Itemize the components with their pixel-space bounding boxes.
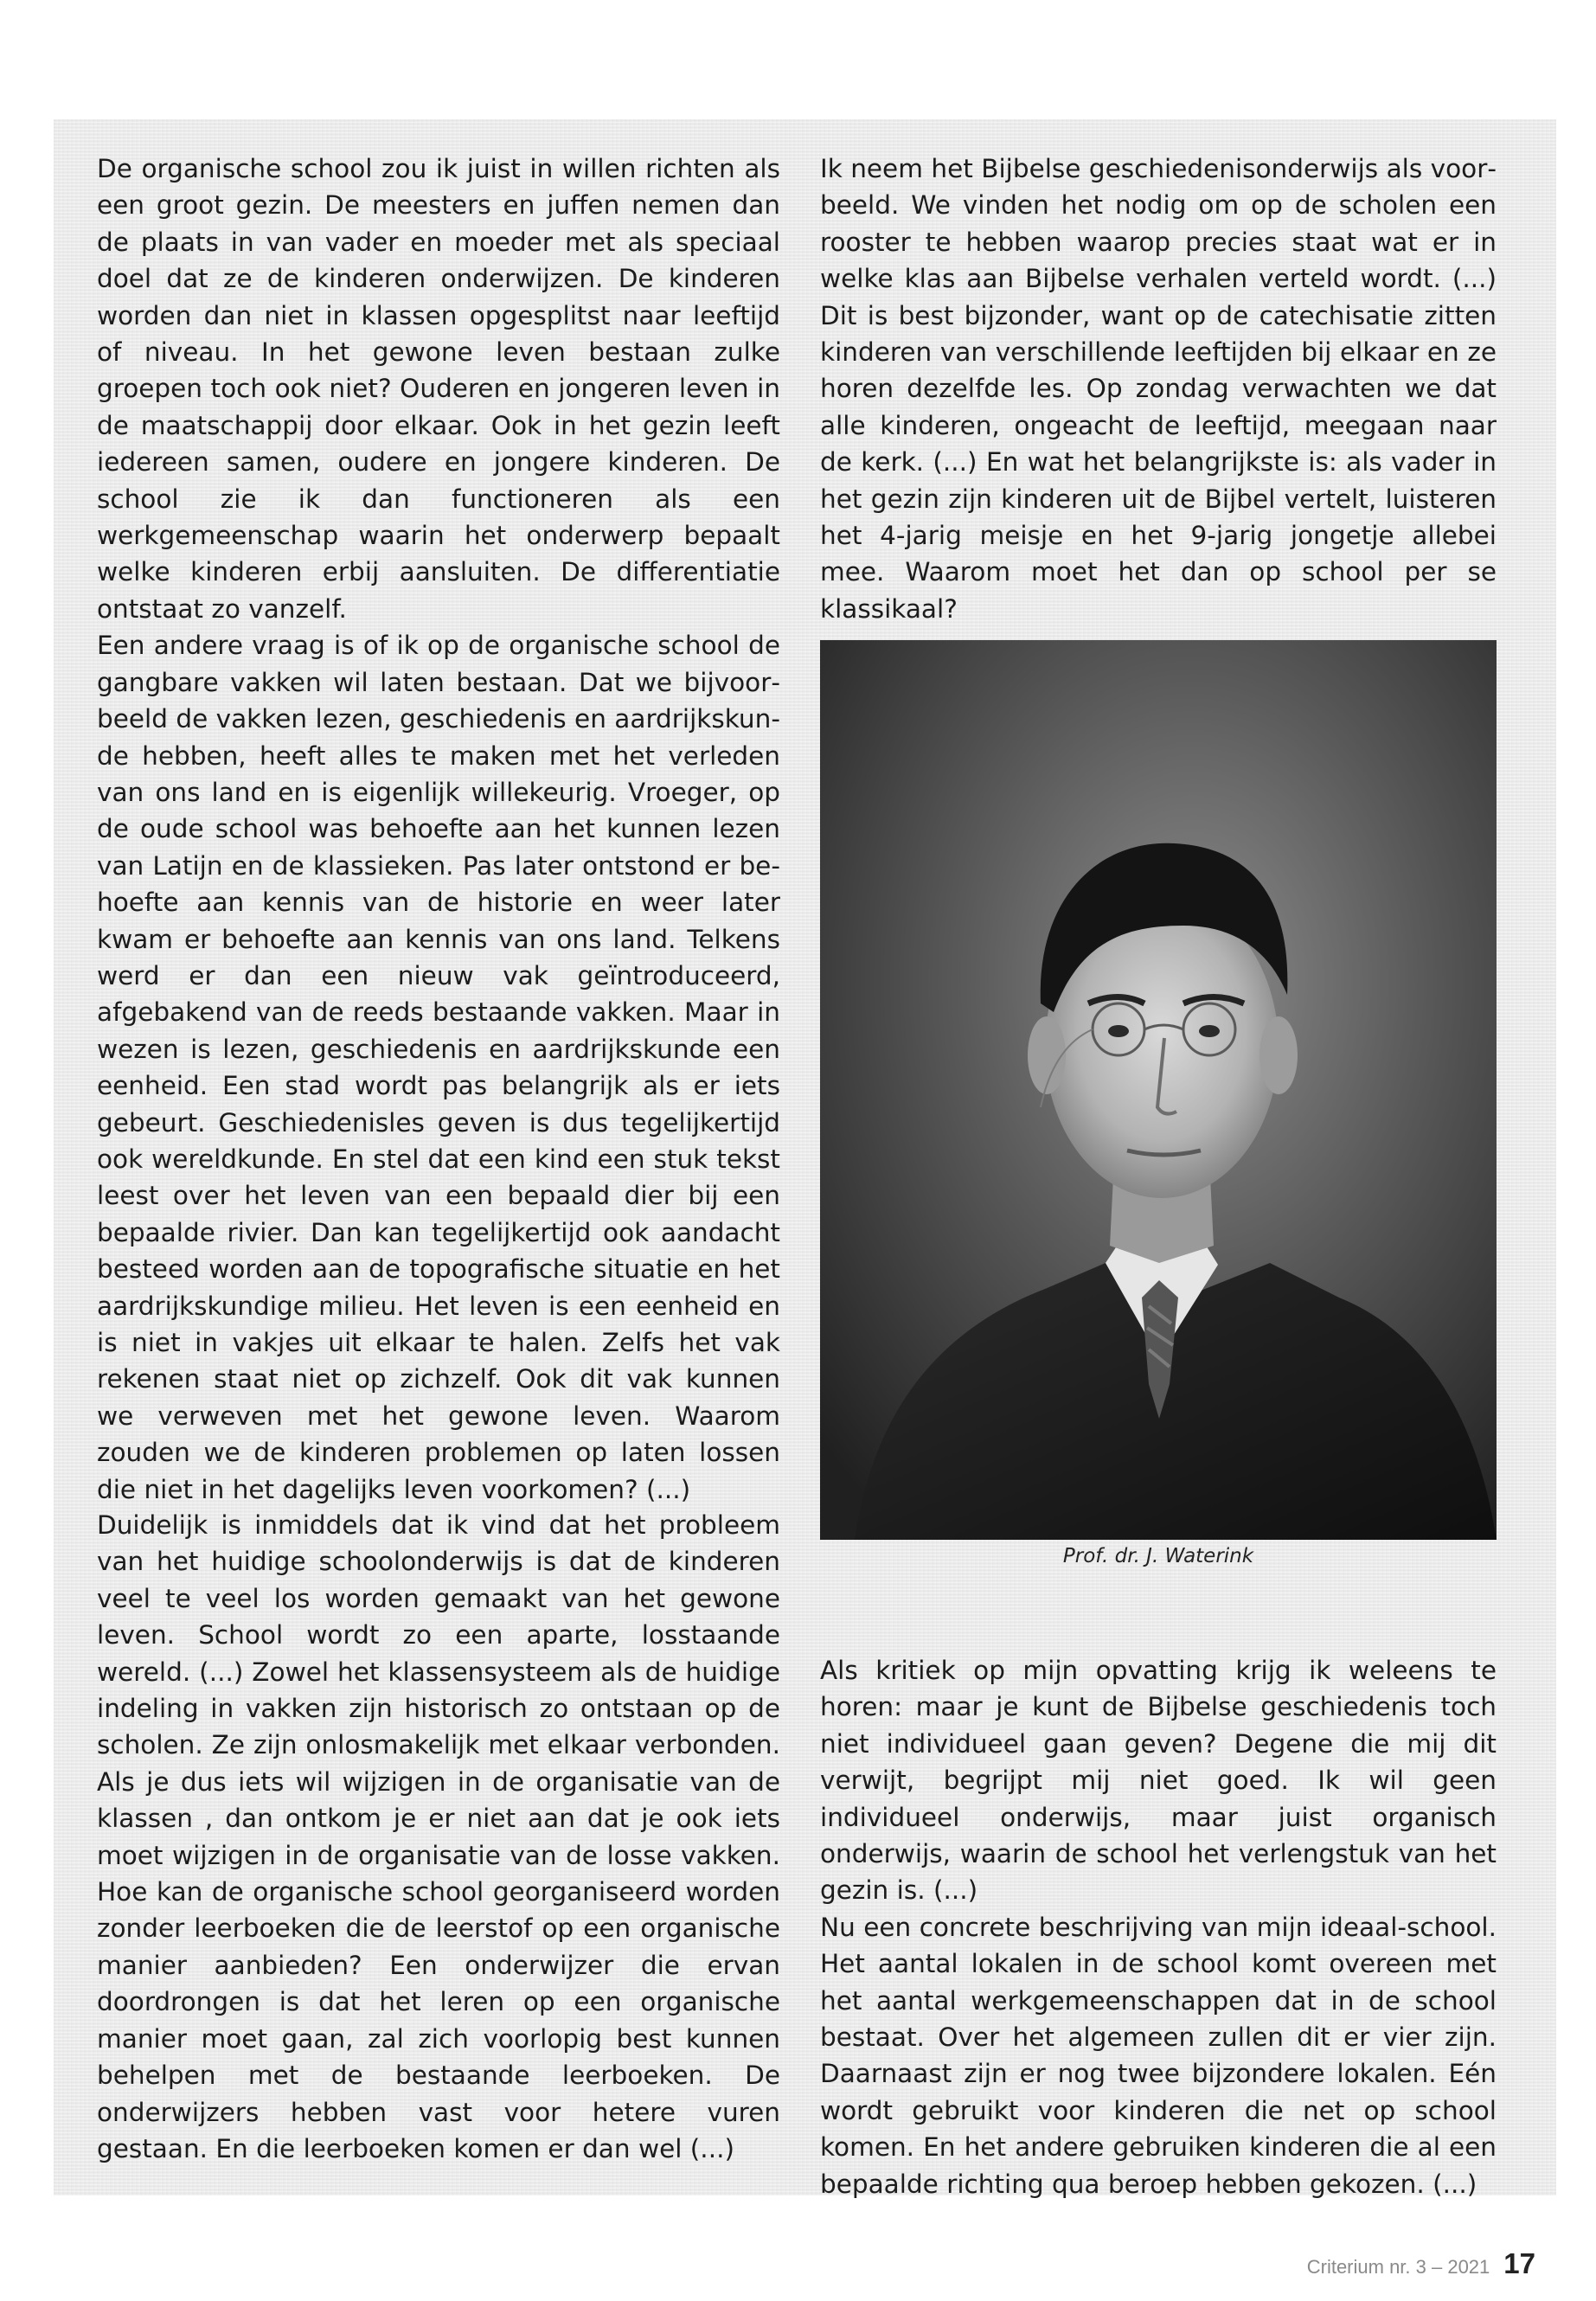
page-footer	[1307, 2247, 1535, 2280]
portrait-photo	[820, 640, 1497, 1540]
magazine-name: Criterium nr. 3 – 2021	[1306, 2256, 1490, 2278]
right-paragraph-ideaal-school: Nu een concrete beschrijving van mijn ideaal-school. Het aantal lokalen in de school komt overeen met het aantal werkgemeenschappen dat in de school bestaat. Over het algemeen zullen dit er vier zijn. Daarnaast zijn er nog twee bijzondere lokalen. Eén wordt gebruikt voor kinderen die net op school komen. En het andere gebruiken kinderen die al een bepaalde richting qua beroep hebben gekozen. (...)	[820, 1912, 1497, 2199]
right-column-top	[820, 151, 1497, 627]
right-paragraph-kritiek: Als kritiek op mijn opvatting krijg ik weleens te horen: maar je kunt de Bijbelse geschiedenis toch niet individueel gaan geven? Degene die mij dit verwijt, begrijpt mij niet goed. Ik wil geen individueel onderwijs, maar juist organisch onderwijs, waarin de school het verlengstuk van het gezin is. (...)	[820, 1656, 1497, 1906]
right-paragraph-bijbels-onderwijs: Ik neem het Bijbelse geschiedenisonderwijs als voorbeeld. We vinden het nodig om op de scholen een rooster te hebben waarop precies staat wat er in welke klas aan Bijbelse verhalen verteld wordt. (...) Dit is best bijzonder, want op de catechisatie zitten kinderen van verschillende leeftijden bij elkaar en ze horen dezelfde les. Op zondag verwachten we dat alle kinderen, ongeacht de leeftijd, meegaan naar de kerk. (...) En wat het belangrijkste is: als vader in het gezin zijn kinderen uit de Bijbel vertelt, luisteren het 4-jarig meisje en het 9-jarig jongetje allebei mee. Waarom moet het dan op school per se klassikaal?	[820, 154, 1497, 624]
left-paragraph-schoolonderwijs: Duidelijk is inmiddels dat ik vind dat het probleem van het huidige schoolonderwijs is dat de kinderen veel te veel los worden gemaakt van het gewone leven. School wordt zo een aparte, losstaande wereld. (...) Zowel het klassensysteem als de huidige indeling in vakken zijn historisch zo ontstaan op de scholen. Ze zijn onlosmakelijk met elkaar verbonden. Als je dus iets wil wijzigen in de organisatie van de klassen , dan ontkom je er niet aan dat je ook iets moet wijzigen in de organisatie van de losse vakken. Hoe kan de organische school georganiseerd worden zonder leerboeken die de leerstof op een organische manier aanbieden? Een onderwijzer die ervan doordrongen is dat het leren op een organische manier moet gaan, zal zich voorlopig best kunnen behelpen met de bestaande leerboeken. De onderwijzers hebben vast voor hetere vuren gestaan. En die leerboeken komen er dan wel (...)	[97, 1510, 780, 2163]
left-paragraph-vakken: Een andere vraag is of ik op de organische school de gangbare vakken wil laten bestaan. Dat we bijvoorbeeld de vakken lezen, geschiedenis en aardrijkskunde hebben, heeft alles te maken met het verleden van ons land en is eigenlijk willekeurig. Vroeger, op de oude school was behoefte aan het kunnen lezen van Latijn en de klassieken. Pas later ontstond er behoefte aan kennis van de historie en weer later kwam er behoefte aan kennis van ons land. Telkens werd er dan een nieuw vak geïntroduceerd, afgebakend van de reeds bestaande vakken. Maar in wezen is lezen, geschiedenis en aardrijkskunde een eenheid. Een stad wordt pas belangrijk als er iets gebeurt. Geschiedenisles geven is dus tegelijkertijd ook wereldkunde. En stel dat een kind een stuk tekst leest over het leven van een bepaald dier bij een bepaalde rivier. Dan kan tegelijkertijd ook aandacht besteed worden aan de topografische situatie en het aardrijkskundige milieu. Het leven is een eenheid en is niet in vakjes uit elkaar te halen. Zelfs het vak rekenen staat niet op zichzelf. Ook dit vak kunnen we verweven met het gewone leven. Waarom zouden we de kinderen problemen op laten lossen die niet in het dagelijks leven voorkomen? (...)	[97, 631, 780, 1504]
left-column-top	[97, 151, 780, 1508]
photo-caption: Prof. dr. J. Waterink	[1062, 1545, 1254, 1567]
left-column-bottom	[97, 1507, 780, 2167]
left-paragraph-organische-school: De organische school zou ik juist in willen richten als een groot gezin. De meesters en juffen nemen dan de plaats in van vader en moeder met als speciaal doel dat ze de kinderen onderwijzen. De kinderen worden dan niet in klassen opgesplitst naar leeftijd of niveau. In het gewone leven bestaan zulke groepen toch ook niet? Ouderen en jongeren leven in de maatschappij door elkaar. Ook in het gezin leeft iedereen samen, oudere en jongere kinderen. De school zie ik dan functioneren als een werkgemeenschap waarin het onderwerp bepaalt welke kinderen erbij aansluiten. De differentiatie ontstaat zo vanzelf.	[97, 154, 780, 624]
page-number: 17	[1503, 2247, 1535, 2279]
right-column-bottom	[820, 1652, 1497, 2202]
